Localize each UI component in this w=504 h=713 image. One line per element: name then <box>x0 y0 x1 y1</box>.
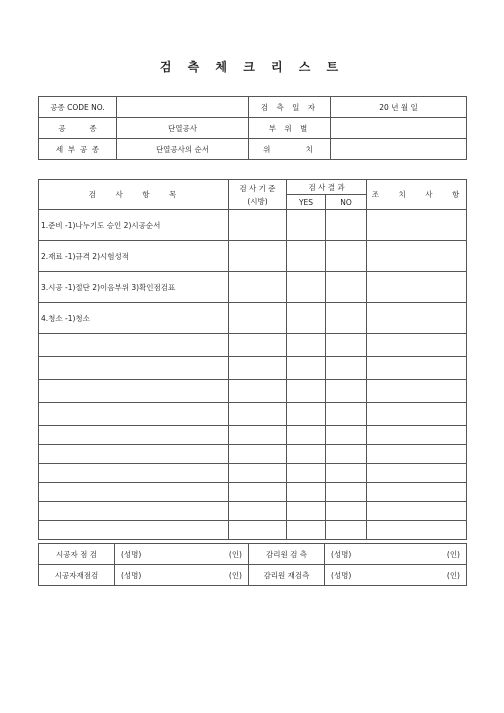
sub-work-type-value[interactable]: 단열공사의 순서 <box>117 139 249 160</box>
yes-cell[interactable] <box>287 303 326 334</box>
standard-cell[interactable] <box>229 464 287 483</box>
no-cell[interactable] <box>326 241 367 272</box>
action-cell[interactable] <box>367 483 467 502</box>
action-cell[interactable] <box>367 521 467 540</box>
contractor-recheck-name-field[interactable]: (성명) <box>115 565 165 586</box>
yes-cell[interactable] <box>287 272 326 303</box>
no-cell[interactable] <box>326 210 367 241</box>
checklist-item <box>39 403 229 426</box>
signature-row <box>39 565 467 586</box>
checklist-item: 1.준비 -1)나누기도 승인 2)시공순서 <box>39 210 229 241</box>
yes-cell[interactable] <box>287 502 326 521</box>
code-value[interactable] <box>117 97 249 118</box>
no-cell[interactable] <box>326 445 367 464</box>
checklist-row <box>39 445 467 464</box>
checklist-item <box>39 445 229 464</box>
action-cell[interactable] <box>367 403 467 426</box>
yes-cell[interactable] <box>287 210 326 241</box>
supervisor-name-field[interactable]: (성명) <box>325 544 383 565</box>
action-cell[interactable] <box>367 210 467 241</box>
checklist-row <box>39 303 467 334</box>
no-cell[interactable] <box>326 426 367 445</box>
standard-cell[interactable] <box>229 303 287 334</box>
contractor-name-field[interactable]: (성명) <box>115 544 165 565</box>
standard-cell[interactable] <box>229 241 287 272</box>
yes-cell[interactable] <box>287 241 326 272</box>
action-cell[interactable] <box>367 445 467 464</box>
action-header: 조 치 사 항 <box>367 180 467 210</box>
action-cell[interactable] <box>367 464 467 483</box>
sub-work-type-label: 세 부 공 종 <box>39 139 117 160</box>
checklist-row <box>39 426 467 445</box>
header-row <box>39 180 467 195</box>
location-value[interactable] <box>331 139 467 160</box>
checklist-row <box>39 272 467 303</box>
action-cell[interactable] <box>367 502 467 521</box>
contractor-check-label: 시공자 점 검 <box>39 544 115 565</box>
yes-cell[interactable] <box>287 464 326 483</box>
no-cell[interactable] <box>326 464 367 483</box>
standard-cell[interactable] <box>229 357 287 380</box>
standard-cell[interactable] <box>229 426 287 445</box>
yes-cell[interactable] <box>287 380 326 403</box>
standard-cell[interactable] <box>229 334 287 357</box>
checklist-row <box>39 464 467 483</box>
no-header: NO <box>326 195 367 210</box>
checklist-item <box>39 380 229 403</box>
yes-cell[interactable] <box>287 426 326 445</box>
supervisor-reinspect-name-field[interactable]: (성명) <box>325 565 383 586</box>
no-cell[interactable] <box>326 334 367 357</box>
standard-cell[interactable] <box>229 380 287 403</box>
checklist-row <box>39 502 467 521</box>
yes-cell[interactable] <box>287 445 326 464</box>
checklist-row <box>39 380 467 403</box>
checklist-item <box>39 357 229 380</box>
page-title: 검 측 체 크 리 스 트 <box>159 60 345 74</box>
no-cell[interactable] <box>326 380 367 403</box>
standard-cell[interactable] <box>229 272 287 303</box>
checklist-item: 4.청소 -1)청소 <box>39 303 229 334</box>
yes-header: YES <box>287 195 326 210</box>
standard-cell[interactable] <box>229 445 287 464</box>
checklist-row <box>39 241 467 272</box>
standard-cell[interactable] <box>229 403 287 426</box>
part-value[interactable] <box>331 118 467 139</box>
supervisor-seal[interactable]: (인) <box>383 544 467 565</box>
result-header: 검 사 결 과 <box>287 180 367 195</box>
info-row <box>39 139 467 160</box>
checklist-item <box>39 464 229 483</box>
standard-header <box>229 180 287 210</box>
date-label: 검 측 일 자 <box>249 97 331 118</box>
yes-cell[interactable] <box>287 521 326 540</box>
checklist-item <box>39 521 229 540</box>
supervisor-reinspect-label: 감리원 재검측 <box>249 565 325 586</box>
checklist-row <box>39 357 467 380</box>
action-cell[interactable] <box>367 426 467 445</box>
info-row <box>39 118 467 139</box>
checklist-row <box>39 210 467 241</box>
no-cell[interactable] <box>326 303 367 334</box>
action-cell[interactable] <box>367 272 467 303</box>
supervisor-reinspect-seal[interactable]: (인) <box>383 565 467 586</box>
checklist-item <box>39 483 229 502</box>
action-cell[interactable] <box>367 241 467 272</box>
standard-header-label: 검 사 기 준 <box>239 183 276 193</box>
work-type-label: 공 종 <box>39 118 117 139</box>
date-value[interactable]: 20 년 월 일 <box>331 97 467 118</box>
contractor-seal[interactable]: (인) <box>165 544 249 565</box>
standard-cell[interactable] <box>229 483 287 502</box>
checklist-body <box>39 210 467 540</box>
checklist-item: 3.시공 -1)절단 2)이음부위 3)확인점검표 <box>39 272 229 303</box>
supervisor-inspect-label: 감리원 검 측 <box>249 544 325 565</box>
checklist-table <box>38 179 467 540</box>
checklist-item: 2.재료 -1)규격 2)시험성적 <box>39 241 229 272</box>
action-cell[interactable] <box>367 334 467 357</box>
standard-header-sub: (시방) <box>247 196 268 206</box>
no-cell[interactable] <box>326 502 367 521</box>
standard-cell[interactable] <box>229 502 287 521</box>
checklist-item <box>39 334 229 357</box>
work-type-value[interactable]: 단열공사 <box>117 118 249 139</box>
code-label: 공종 CODE NO. <box>39 97 117 118</box>
checklist-row <box>39 403 467 426</box>
action-cell[interactable] <box>367 303 467 334</box>
checklist-row <box>39 334 467 357</box>
signature-row <box>39 544 467 565</box>
action-cell[interactable] <box>367 357 467 380</box>
yes-cell[interactable] <box>287 483 326 502</box>
checklist-item <box>39 426 229 445</box>
no-cell[interactable] <box>326 483 367 502</box>
location-label: 위 치 <box>249 139 331 160</box>
checklist-row <box>39 483 467 502</box>
standard-cell[interactable] <box>229 521 287 540</box>
signature-table <box>38 543 467 586</box>
yes-cell[interactable] <box>287 403 326 426</box>
yes-cell[interactable] <box>287 357 326 380</box>
contractor-recheck-seal[interactable]: (인) <box>165 565 249 586</box>
info-row <box>39 97 467 118</box>
checklist-item <box>39 502 229 521</box>
info-table <box>38 96 467 160</box>
contractor-recheck-label: 시공자재점검 <box>39 565 115 586</box>
no-cell[interactable] <box>326 403 367 426</box>
no-cell[interactable] <box>326 521 367 540</box>
yes-cell[interactable] <box>287 334 326 357</box>
part-label: 부 위 별 <box>249 118 331 139</box>
standard-cell[interactable] <box>229 210 287 241</box>
no-cell[interactable] <box>326 357 367 380</box>
item-header: 검 사 항 목 <box>39 180 229 210</box>
action-cell[interactable] <box>367 380 467 403</box>
no-cell[interactable] <box>326 272 367 303</box>
checklist-row <box>39 521 467 540</box>
